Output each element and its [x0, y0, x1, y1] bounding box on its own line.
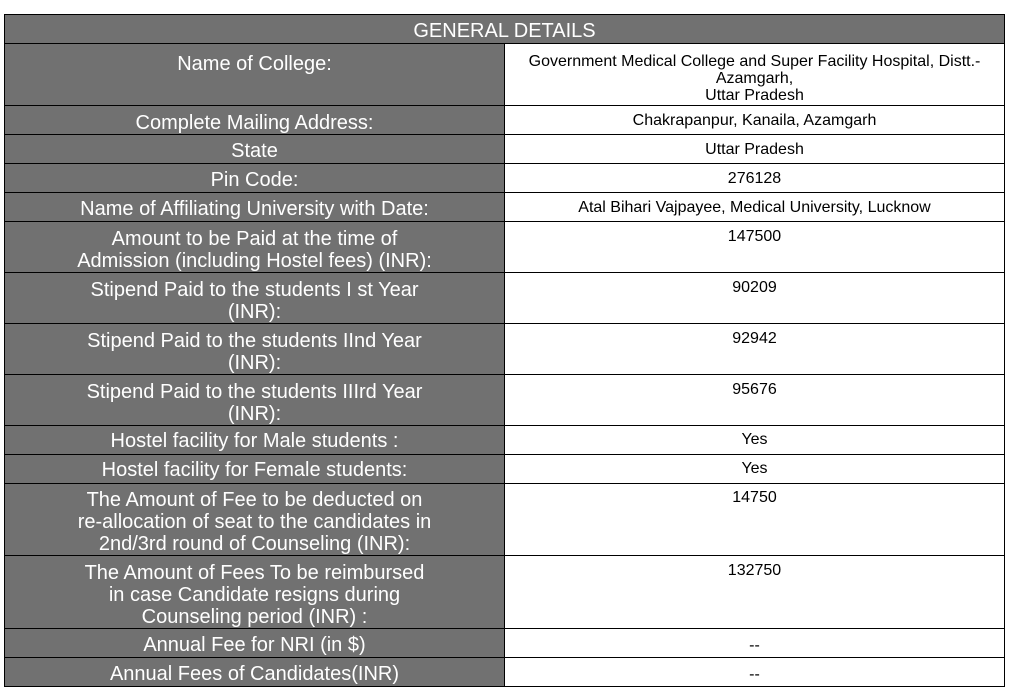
- table-row: [5, 629, 1005, 658]
- row-value: 147500: [727, 228, 782, 245]
- row-value: 92942: [732, 330, 777, 347]
- table-row: [5, 324, 1005, 375]
- row-label: The Amount of Fee to be deducted on re-allocation of seat to the candidates in 2nd/3rd round of Counseling (INR):: [77, 489, 432, 555]
- row-label: The Amount of Fees To be reimbursed in case Candidate resigns during Counseling period (INR) :: [84, 562, 425, 628]
- row-value: Uttar Pradesh: [705, 141, 804, 158]
- table-row: [5, 426, 1005, 455]
- table-row: [5, 164, 1005, 193]
- table-row: [5, 556, 1005, 629]
- row-value: Yes: [741, 431, 768, 448]
- row-label: Annual Fee for NRI (in $): [143, 634, 366, 656]
- general-details-table: [4, 14, 1005, 687]
- table-row: [5, 222, 1005, 273]
- row-value: 132750: [727, 562, 782, 579]
- row-label: Complete Mailing Address:: [135, 112, 374, 134]
- table-title: GENERAL DETAILS: [5, 15, 1005, 44]
- row-label: Stipend Paid to the students IInd Year (INR):: [87, 330, 422, 374]
- row-value: Yes: [741, 460, 768, 477]
- row-value: Chakrapanpur, Kanaila, Azamgarh: [632, 112, 877, 129]
- row-value: 14750: [732, 489, 777, 506]
- row-label: Name of Affiliating University with Date:: [80, 198, 429, 220]
- table-row: [5, 375, 1005, 426]
- row-label: Stipend Paid to the students IIIrd Year (INR):: [86, 381, 423, 425]
- row-value: --: [749, 666, 760, 683]
- table-row: [5, 658, 1005, 687]
- row-value: 95676: [732, 381, 777, 398]
- row-value: --: [749, 637, 760, 654]
- row-label: State: [231, 140, 278, 162]
- table-row: [5, 273, 1005, 324]
- row-value: 90209: [732, 279, 777, 296]
- row-value: Government Medical College and Super Facility Hospital, Distt.- Azamgarh, Uttar Pradesh: [528, 53, 981, 104]
- table-row: [5, 193, 1005, 222]
- row-value: Atal Bihari Vajpayee, Medical University, Lucknow: [578, 199, 931, 216]
- row-label: Pin Code:: [210, 169, 299, 191]
- row-label: Stipend Paid to the students I st Year (INR):: [90, 279, 419, 323]
- table-header-row: [5, 15, 1005, 44]
- row-label: Hostel facility for Male students :: [110, 430, 399, 452]
- row-label: Annual Fees of Candidates(INR): [109, 663, 400, 685]
- row-value: 276128: [727, 170, 782, 187]
- row-label: Hostel facility for Female students:: [101, 459, 408, 481]
- row-label: Name of College:: [177, 53, 332, 75]
- table-row: [5, 106, 1005, 135]
- table-row: [5, 455, 1005, 484]
- table-row: [5, 135, 1005, 164]
- table-row: [5, 44, 1005, 106]
- table-row: [5, 484, 1005, 556]
- row-label: Amount to be Paid at the time of Admission (including Hostel fees) (INR):: [77, 228, 432, 272]
